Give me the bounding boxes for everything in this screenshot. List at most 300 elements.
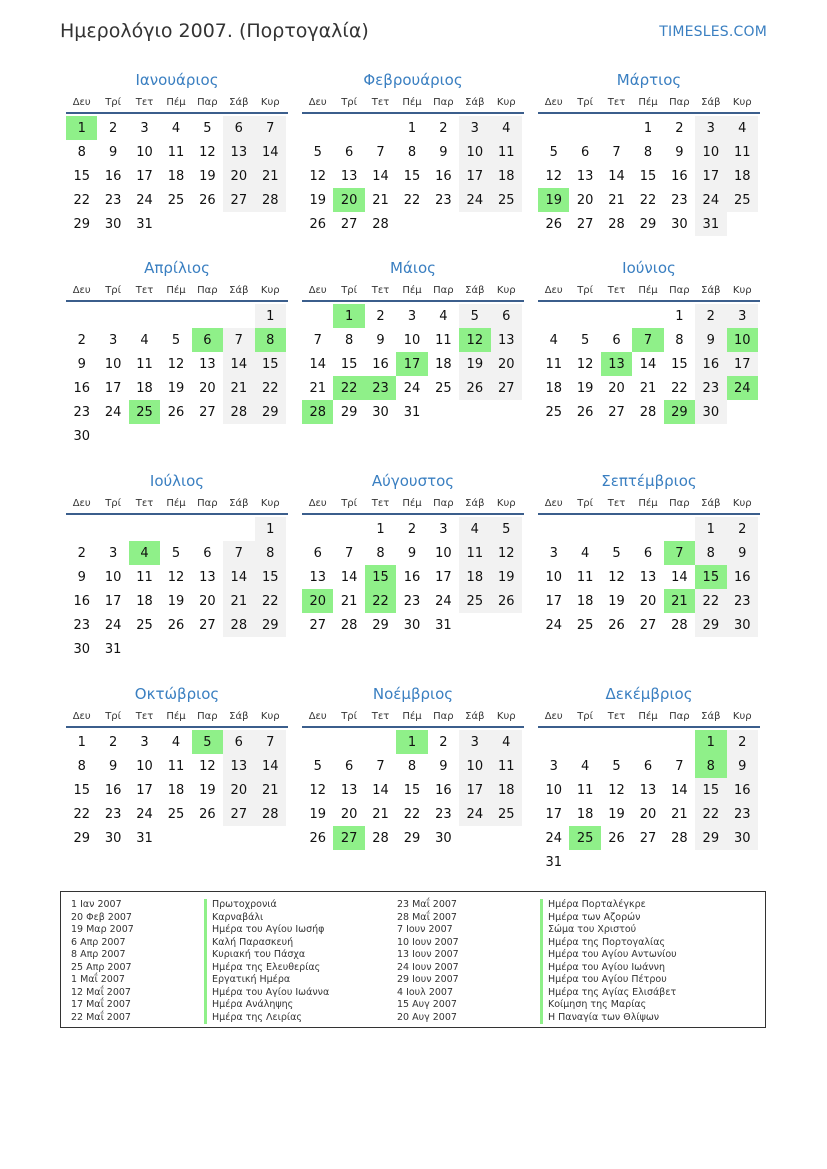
day-cell: 2 — [727, 517, 758, 541]
day-grid — [302, 116, 524, 236]
legend-date: 24 Ιουν 2007 — [397, 961, 459, 973]
weekday-label: Τετ — [135, 498, 154, 509]
day-cell: 30 — [73, 641, 90, 657]
day-cell: 6 — [643, 545, 653, 561]
day-grid — [538, 304, 760, 424]
day-cell: 16 — [104, 782, 122, 798]
day-cell: 15 — [73, 168, 90, 184]
weekday-label: Τρί — [341, 285, 358, 296]
day-cell: 28 — [671, 617, 688, 633]
holiday-day-cell: 5 — [192, 730, 223, 754]
weekday-label: Σάβ — [701, 498, 721, 509]
day-cell: 21 — [223, 376, 254, 400]
day-cell: 27 — [639, 830, 657, 846]
day-cell: 10 — [136, 758, 153, 774]
day-cell: 8 — [77, 758, 86, 774]
empty-day-cell — [302, 517, 333, 541]
day-cell: 9 — [727, 541, 758, 565]
weekday-label: Δευ — [308, 285, 327, 296]
day-cell: 17 — [136, 782, 153, 798]
empty-day-cell — [538, 517, 569, 541]
day-cell: 31 — [403, 404, 421, 420]
day-cell: 29 — [73, 830, 90, 846]
day-cell: 31 — [435, 617, 452, 633]
day-cell: 26 — [545, 216, 562, 232]
weekday-label: Κυρ — [732, 285, 752, 296]
weekday-label: Δευ — [72, 285, 91, 296]
legend-holiday-name: Ημέρα του Αγίου Ιωάννη — [540, 962, 677, 975]
weekday-label: Δευ — [544, 285, 563, 296]
legend-dates-col-2 — [397, 899, 459, 1024]
weekday-label: Πέμ — [402, 285, 422, 296]
day-cell: 9 — [407, 545, 417, 561]
day-cell: 24 — [104, 617, 122, 633]
weekday-label: Τρί — [341, 498, 358, 509]
holiday-day-cell: 1 — [333, 304, 364, 328]
day-cell: 4 — [171, 120, 181, 136]
day-cell: 10 — [403, 332, 421, 348]
legend-holiday-name: Η Παναγία των Θλίψων — [540, 1012, 677, 1025]
day-cell: 9 — [695, 328, 726, 352]
holiday-day-cell: 24 — [727, 376, 758, 400]
day-cell: 7 — [344, 545, 354, 561]
day-cell: 21 — [255, 778, 286, 802]
legend-date: 12 Μαΐ 2007 — [71, 986, 131, 998]
legend-holiday-name: Ημέρα Πορταλέγκρε — [540, 899, 677, 912]
weekday-label: Σάβ — [465, 498, 485, 509]
day-cell: 28 — [255, 802, 286, 826]
empty-day-cell — [664, 730, 695, 754]
day-cell: 26 — [167, 404, 185, 420]
day-cell: 28 — [671, 830, 688, 846]
weekday-header — [302, 710, 524, 728]
day-cell: 3 — [108, 332, 118, 348]
weekday-label: Παρ — [669, 498, 690, 509]
day-cell: 21 — [608, 192, 625, 208]
day-cell: 24 — [545, 617, 562, 633]
weekday-label: Τετ — [607, 97, 626, 108]
empty-day-cell — [333, 730, 364, 754]
day-cell: 2 — [108, 120, 118, 136]
day-cell: 14 — [255, 140, 286, 164]
day-grid — [302, 730, 524, 850]
day-cell: 27 — [340, 216, 358, 232]
legend-date: 13 Ιουν 2007 — [397, 949, 459, 960]
day-cell: 13 — [199, 356, 216, 372]
day-cell: 4 — [140, 332, 149, 348]
empty-day-cell — [538, 730, 569, 754]
day-cell: 11 — [167, 758, 185, 774]
legend-date: 28 Μαΐ 2007 — [397, 911, 457, 923]
day-cell: 25 — [136, 617, 153, 633]
day-cell: 12 — [167, 569, 185, 585]
day-cell: 11 — [576, 782, 594, 798]
day-cell: 5 — [171, 332, 181, 348]
day-cell: 14 — [255, 754, 286, 778]
day-cell: 30 — [73, 428, 90, 444]
day-cell: 21 — [639, 380, 657, 396]
legend-date: 1 Ιαν 2007 — [71, 899, 122, 910]
holiday-day-cell: 20 — [333, 188, 364, 212]
weekday-label: Δευ — [308, 498, 327, 509]
day-cell: 6 — [313, 545, 322, 561]
day-cell: 22 — [73, 192, 90, 208]
legend-holiday-name: Ημέρα του Αγίου Πέτρου — [540, 974, 677, 987]
holiday-day-cell: 20 — [302, 589, 333, 613]
day-cell: 5 — [491, 517, 522, 541]
holiday-day-cell: 23 — [365, 376, 396, 400]
day-cell: 17 — [104, 593, 122, 609]
empty-day-cell — [223, 304, 254, 328]
day-cell: 28 — [372, 830, 389, 846]
day-cell: 1 — [643, 120, 653, 136]
legend-holiday-name: Ημέρα Ανάληψης — [204, 999, 329, 1012]
month-11 — [302, 684, 524, 850]
weekday-label: Παρ — [433, 711, 454, 722]
day-cell: 15 — [671, 356, 688, 372]
legend-date: 20 Φεβ 2007 — [71, 911, 132, 923]
day-cell: 13 — [199, 569, 216, 585]
day-cell: 17 — [545, 593, 562, 609]
legend-date: 22 Μαΐ 2007 — [71, 1011, 131, 1023]
day-cell: 17 — [136, 168, 153, 184]
day-cell: 9 — [77, 356, 86, 372]
empty-day-cell — [66, 304, 97, 328]
weekday-label: Κυρ — [496, 97, 516, 108]
weekday-header — [302, 96, 524, 114]
weekday-label: Κυρ — [260, 97, 280, 108]
day-cell: 17 — [435, 569, 452, 585]
day-cell: 16 — [727, 565, 758, 589]
month-name: Φεβρουάριος — [363, 71, 463, 89]
day-cell: 19 — [608, 593, 625, 609]
day-cell: 5 — [313, 144, 322, 160]
weekday-label: Παρ — [669, 285, 690, 296]
day-cell: 7 — [376, 144, 385, 160]
day-cell: 19 — [199, 168, 216, 184]
weekday-label: Σάβ — [701, 97, 721, 108]
day-cell: 26 — [576, 404, 594, 420]
holiday-day-cell: 15 — [365, 565, 396, 589]
weekday-label: Σάβ — [229, 285, 249, 296]
weekday-label: Δευ — [72, 97, 91, 108]
weekday-header — [538, 497, 760, 515]
day-cell: 4 — [459, 517, 490, 541]
day-cell: 3 — [407, 308, 417, 324]
day-cell: 17 — [727, 352, 758, 376]
legend-holiday-name: Εργατική Ημέρα — [204, 974, 329, 987]
weekday-header — [302, 284, 524, 302]
day-cell: 8 — [643, 144, 653, 160]
day-cell: 27 — [199, 404, 216, 420]
weekday-label: Πέμ — [166, 285, 186, 296]
day-cell: 3 — [549, 758, 558, 774]
page-title: Ημερολόγιο 2007. (Πορτογαλία) — [60, 20, 369, 42]
legend-holiday-name: Ημέρα του Αγίου Αντωνίου — [540, 949, 677, 962]
day-cell: 19 — [199, 782, 216, 798]
weekday-label: Τετ — [135, 285, 154, 296]
day-cell: 12 — [309, 168, 326, 184]
day-cell: 2 — [77, 332, 86, 348]
day-cell: 6 — [344, 758, 354, 774]
day-cell: 29 — [695, 613, 726, 637]
weekday-label: Τρί — [577, 711, 594, 722]
day-cell: 13 — [639, 782, 657, 798]
holiday-day-cell: 25 — [129, 400, 160, 424]
day-cell: 20 — [340, 806, 358, 822]
day-cell: 19 — [167, 593, 185, 609]
day-cell: 17 — [459, 164, 490, 188]
day-cell: 2 — [108, 734, 118, 750]
day-cell: 31 — [136, 830, 153, 846]
day-cell: 6 — [223, 116, 254, 140]
weekday-label: Δευ — [544, 711, 563, 722]
day-cell: 10 — [545, 782, 562, 798]
day-grid — [302, 304, 524, 424]
holiday-day-cell: 10 — [727, 328, 758, 352]
empty-day-cell — [601, 730, 632, 754]
month-5 — [302, 258, 524, 424]
weekday-label: Σάβ — [701, 711, 721, 722]
day-cell: 14 — [340, 569, 358, 585]
day-cell: 11 — [545, 356, 562, 372]
day-cell: 20 — [608, 380, 625, 396]
day-cell: 8 — [407, 758, 417, 774]
day-cell: 23 — [435, 806, 452, 822]
day-cell: 22 — [639, 192, 657, 208]
day-cell: 8 — [695, 541, 726, 565]
legend-date: 29 Ιουν 2007 — [397, 974, 459, 985]
day-cell: 10 — [695, 140, 726, 164]
day-cell: 29 — [403, 830, 421, 846]
weekday-label: Τρί — [577, 285, 594, 296]
day-cell: 4 — [491, 730, 522, 754]
day-cell: 24 — [545, 830, 562, 846]
weekday-label: Κυρ — [732, 97, 752, 108]
day-cell: 16 — [695, 352, 726, 376]
day-cell: 9 — [727, 754, 758, 778]
day-cell: 18 — [545, 380, 562, 396]
day-cell: 7 — [223, 328, 254, 352]
day-cell: 2 — [407, 521, 417, 537]
day-cell: 15 — [255, 352, 286, 376]
day-cell: 25 — [459, 589, 490, 613]
day-cell: 13 — [576, 168, 594, 184]
weekday-label: Δευ — [72, 711, 91, 722]
month-name: Αύγουστος — [371, 472, 455, 490]
empty-day-cell — [333, 116, 364, 140]
day-cell: 4 — [171, 734, 181, 750]
legend-date: 7 Ιουν 2007 — [397, 924, 453, 935]
month-4 — [66, 258, 288, 448]
holiday-day-cell: 27 — [333, 826, 364, 850]
day-cell: 13 — [340, 168, 358, 184]
weekday-label: Παρ — [669, 711, 690, 722]
empty-day-cell — [97, 517, 128, 541]
month-name: Δεκέμβριος — [605, 685, 693, 703]
day-cell: 7 — [376, 758, 385, 774]
month-2 — [302, 70, 524, 236]
weekday-header — [538, 284, 760, 302]
month-name: Ιούνιος — [622, 259, 676, 277]
day-cell: 25 — [545, 404, 562, 420]
day-cell: 2 — [439, 734, 448, 750]
weekday-label: Τετ — [371, 498, 390, 509]
day-cell: 3 — [459, 730, 490, 754]
day-cell: 2 — [727, 730, 758, 754]
holiday-day-cell: 8 — [695, 754, 726, 778]
day-cell: 24 — [104, 404, 122, 420]
day-cell: 30 — [435, 830, 452, 846]
weekday-header — [66, 284, 288, 302]
weekday-label: Δευ — [308, 711, 327, 722]
weekday-label: Δευ — [544, 498, 563, 509]
day-cell: 29 — [695, 826, 726, 850]
day-cell: 22 — [255, 589, 286, 613]
day-cell: 15 — [73, 782, 90, 798]
day-cell: 17 — [459, 778, 490, 802]
legend-holiday-name: Ημέρα της Ελευθερίας — [204, 962, 329, 975]
day-cell: 27 — [223, 802, 254, 826]
day-cell: 25 — [491, 188, 522, 212]
day-cell: 27 — [491, 376, 522, 400]
day-cell: 25 — [576, 617, 594, 633]
day-cell: 15 — [340, 356, 358, 372]
legend-holiday-name: Ημέρα των Αζορών — [540, 912, 677, 925]
day-cell: 4 — [549, 332, 558, 348]
weekday-label: Τετ — [607, 711, 626, 722]
day-cell: 11 — [727, 140, 758, 164]
empty-day-cell — [302, 304, 333, 328]
day-cell: 18 — [136, 593, 153, 609]
day-grid — [538, 517, 760, 637]
day-cell: 23 — [695, 376, 726, 400]
weekday-label: Πέμ — [402, 711, 422, 722]
day-cell: 15 — [639, 168, 657, 184]
day-cell: 26 — [491, 589, 522, 613]
weekday-label: Δευ — [544, 97, 563, 108]
day-cell: 1 — [695, 517, 726, 541]
day-cell: 30 — [727, 826, 758, 850]
day-cell: 18 — [136, 380, 153, 396]
day-cell: 24 — [403, 380, 421, 396]
weekday-label: Πέμ — [166, 498, 186, 509]
legend-holiday-name: Ημέρα της Αγίας Ελισάβετ — [540, 987, 677, 1000]
empty-day-cell — [569, 304, 600, 328]
day-cell: 6 — [203, 545, 212, 561]
day-cell: 24 — [136, 192, 153, 208]
empty-day-cell — [569, 517, 600, 541]
holiday-day-cell: 4 — [129, 541, 160, 565]
empty-day-cell — [365, 116, 396, 140]
day-cell: 26 — [199, 806, 216, 822]
day-cell: 24 — [435, 593, 452, 609]
day-cell: 16 — [435, 782, 452, 798]
month-1 — [66, 70, 288, 236]
day-cell: 3 — [727, 304, 758, 328]
brand-logo[interactable]: TIMESLES.COM — [659, 24, 767, 40]
empty-day-cell — [129, 304, 160, 328]
day-cell: 19 — [167, 380, 185, 396]
empty-day-cell — [601, 517, 632, 541]
weekday-label: Τετ — [607, 285, 626, 296]
day-cell: 27 — [608, 404, 625, 420]
legend-holiday-name: Σώμα του Χριστού — [540, 924, 677, 937]
day-grid — [66, 517, 288, 661]
day-cell: 27 — [309, 617, 326, 633]
day-cell: 12 — [576, 356, 594, 372]
day-cell: 14 — [223, 352, 254, 376]
day-cell: 22 — [695, 802, 726, 826]
empty-day-cell — [302, 730, 333, 754]
day-cell: 21 — [255, 164, 286, 188]
day-cell: 18 — [491, 778, 522, 802]
weekday-label: Κυρ — [496, 711, 516, 722]
weekday-label: Κυρ — [732, 711, 752, 722]
day-cell: 11 — [459, 541, 490, 565]
empty-day-cell — [632, 730, 663, 754]
month-name: Μάιος — [390, 259, 436, 277]
day-cell: 20 — [639, 806, 657, 822]
month-name: Σεπτέμβριος — [601, 472, 697, 490]
day-cell: 10 — [104, 569, 122, 585]
legend-holiday-name: Ημέρα της Πορτογαλίας — [540, 937, 677, 950]
holiday-day-cell: 8 — [255, 328, 286, 352]
weekday-label: Σάβ — [465, 97, 485, 108]
weekday-label: Τρί — [341, 97, 358, 108]
weekday-header — [538, 96, 760, 114]
day-cell: 5 — [313, 758, 322, 774]
empty-day-cell — [538, 116, 569, 140]
day-cell: 7 — [223, 541, 254, 565]
day-cell: 23 — [403, 593, 421, 609]
day-cell: 26 — [199, 192, 216, 208]
day-cell: 24 — [459, 802, 490, 826]
day-cell: 27 — [199, 617, 216, 633]
weekday-label: Παρ — [197, 97, 218, 108]
day-cell: 13 — [491, 328, 522, 352]
day-cell: 8 — [77, 144, 86, 160]
day-cell: 6 — [580, 144, 590, 160]
day-cell: 5 — [612, 545, 621, 561]
day-cell: 29 — [372, 617, 389, 633]
day-cell: 15 — [403, 782, 421, 798]
day-cell: 11 — [491, 140, 522, 164]
holiday-day-cell: 1 — [695, 730, 726, 754]
day-cell: 25 — [435, 380, 452, 396]
day-cell: 1 — [376, 521, 385, 537]
weekday-header — [66, 710, 288, 728]
month-12 — [538, 684, 760, 874]
day-cell: 10 — [435, 545, 452, 561]
day-cell: 18 — [727, 164, 758, 188]
day-cell: 5 — [549, 144, 558, 160]
weekday-label: Κυρ — [496, 498, 516, 509]
day-cell: 8 — [376, 545, 385, 561]
weekday-label: Σάβ — [465, 285, 485, 296]
day-cell: 9 — [439, 144, 448, 160]
day-cell: 12 — [545, 168, 562, 184]
day-cell: 12 — [491, 541, 522, 565]
empty-day-cell — [632, 304, 663, 328]
day-cell: 24 — [459, 188, 490, 212]
day-cell: 10 — [459, 140, 490, 164]
day-cell: 19 — [309, 806, 326, 822]
day-cell: 11 — [167, 144, 185, 160]
day-cell: 21 — [340, 593, 358, 609]
empty-day-cell — [365, 730, 396, 754]
day-cell: 19 — [608, 806, 625, 822]
